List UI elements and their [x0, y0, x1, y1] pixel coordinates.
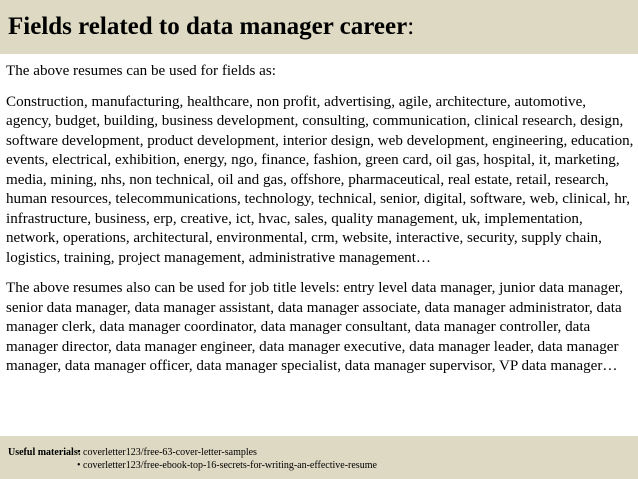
job-levels-paragraph: The above resumes also can be used for job title levels: entry level data manager, junior data manager, senior data manager, data manager assistant, data manager associate, data manager administrator, data manager clerk, data manager coordinator, data manager consultant, data manager controller, data manager director, data manager engineer, data manager executive, data manager leader, data manager manager, data manager officer, data manager specialist, data manager supervisor, VP data manager… [6, 280, 623, 374]
slide-content [6, 62, 634, 377]
page-title [8, 12, 414, 42]
fields-paragraph: Construction, manufacturing, healthcare, non profit, advertising, agile, architecture, automotive, agency, budget, building, business development, consulting, communication, clinical research, design, software development, product development, interior design, web development, engineering, education, events, electrical, exhibition, energy, ngo, finance, fashion, green card, oil gas, hospital, it, marketing, media, mining, nhs, non technical, oil and gas, offshore, pharmaceutical, real estate, retail, research, human resources, telecommunications, technology, technical, senior, digital, software, web, clinical, hr, infrastructure, business, erp, creative, ict, hvac, sales, quality management, uk, implementation, network, operations, architectural, environmental, crm, website, interactive, security, supply chain, logistics, training, project management, administrative management… [6, 93, 634, 266]
footer-link-cover-letter-samples[interactable]: • coverletter123/free-63-cover-letter-samples [77, 447, 257, 458]
page-title-text: Fields related to data manager career [8, 13, 408, 40]
footer-link-resume-ebook[interactable]: • coverletter123/free-ebook-top-16-secrets-for-writing-an-effective-resume [77, 460, 377, 471]
page-title-colon: : [407, 13, 415, 40]
intro-paragraph: The above resumes can be used for fields as: [6, 63, 276, 79]
useful-materials-label: Useful materials: [8, 447, 82, 458]
